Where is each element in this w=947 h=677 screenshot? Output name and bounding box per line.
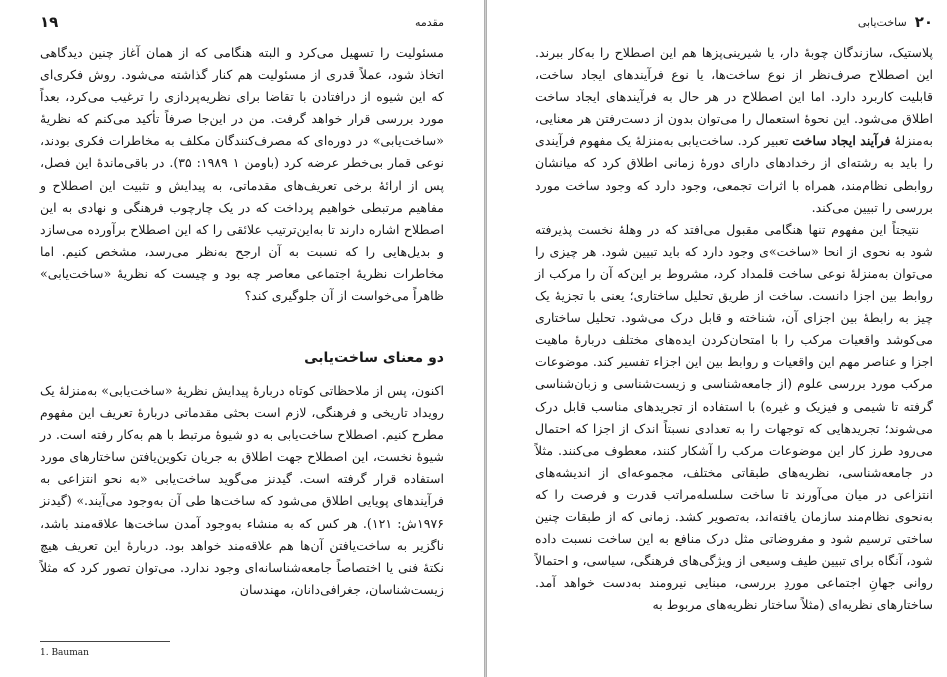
footnote: 1. Bauman [40, 648, 89, 658]
page-number: ۱۹ [40, 13, 59, 31]
right-page [487, 0, 947, 677]
body-text [535, 42, 933, 616]
section-heading: دو معنای ساخت‌یابی [304, 350, 444, 366]
paragraph [535, 42, 933, 219]
header-left-group [858, 13, 933, 31]
text-run: تعبیر کرد. ساخت‌یابی به‌منزلهٔ یک مفهوم فرآیندی را باید به رشته‌ای از رخدادهای دارای دورهٔ زمانی اطلاق کرد که میانشان روابطی نظام‌مند، همراه با اثرات تجمعی، وجود دارد که وجود ساخت مورد بررسی را تبیین می‌کند. [535, 133, 933, 215]
page-number: ۲۰ [914, 13, 933, 31]
paragraph: نتیجتاً این مفهوم تنها هنگامی مقبول می‌افتد که در وهلهٔ نخست پذیرفته شود به نحوی از انحا «ساخت»ی وجود دارد که باید تبیین شود. هر چیزی را می‌توان به‌منزلهٔ نوعی ساخت قلمداد کرد، مشروط بر این‌که آن را مرکب از روابط بین اجزا دانست. ساخت از طریق تحلیل ساختاری؛ یعنی با تجزیهٔ یک چیز به رابطهٔ بین اجزای آن، شناخته و قابل درک می‌شود. تحلیل ساختاری می‌کوشد واقعیات مرکب را با امتحان‌کردن ایده‌های مختلف دربارهٔ ماهیت اجزا و عناصر مهم این واقعیات و روابط بین این اجزاء تفسیر کند. موضوعات مرکب مورد بررسی علوم (از جامعه‌شناسی و زیست‌شناسی و زبان‌شناسی گرفته تا شیمی و فیزیک و غیره) با استفاده از تجریدهای مناسب قابل درک می‌شوند؛ تجریدهایی که توجهات را به تعدادی نسبتاً اندک از اجزا که احتمال می‌رود طرز کار این موضوعات مرکب را آشکار کنند، معطوف می‌کنند. مثلاً در جامعه‌شناسی، نظریه‌های طبقاتی مختلف، مجموعه‌ای از اندیشه‌های انتزاعی در میان می‌آورند تا ساخت سلسله‌مراتب قدرت و فرصت را که به‌نحوی نظام‌مند سازمان یافته‌اند، به‌تصویر کشد. زمانی که از طبقات چنین ساختی ترسیم شود و مفروضاتی مثل درک منافع به این ساخت نسبت داده شود، آنگاه برای تبیین طیف وسیعی از ویژگی‌های فرهنگی، سیاسی، و احتمالاً روانی جهانِ اجتماعی موردِ بررسی، مبنایی نیرومند به‌دست خواهد آمد. ساختارهای نظریه‌ای (مثلاً ساختار نظریه‌های مربوط به [535, 221, 933, 613]
left-page-header [40, 10, 444, 34]
running-head: ساخت‌یابی [857, 15, 907, 29]
text-run: پلاستیک، سازندگان چوبهٔ دار، یا شیرینی‌پزها هم این اصطلاح را به‌کار ببرند. این اصطلاح صرف‌نظر از نوع ساخت‌ها، یا نوع فرآیندهای ایجاد ساخت، قابلیت کاربرد دارد. اما این اصطلاح در هر حال به فرآیندهای ایجاد ساخت اطلاق می‌شود. این نحوهٔ استعمال را می‌توان بدون از دست‌رفتن هر معنایی، به‌منزلهٔ [535, 45, 933, 149]
paragraph: اکنون، پس از ملاحظاتی کوتاه دربارهٔ پیدایش نظریهٔ «ساخت‌یابی» به‌منزلهٔ یک رویداد تاریخی و فرهنگی، لازم است بحثی مقدماتی دربارهٔ تعریف این مفهوم مطرح کنیم. اصطلاح ساخت‌یابی به دو شیوهٔ مرتبط با هم به‌کار رفته است. در شیوهٔ نخست، این اصطلاح جهت اطلاق به جریان تکوین‌یافتن ساختارهای مورد استفاده قرار گرفته است. گیدنز می‌گوید ساخت‌یابی «به نحو انتزاعی به فرآیندهای پویایی اطلاق می‌شود که ساخت‌ها طی آن به‌وجود می‌آیند.» (گیدنز ۱۹۷۶ش: ۱۲۱). هر کس که به منشاء به‌وجود آمدن ساخت‌ها علاقه‌مند باشد، ناگزیر به ساخت‌یافتن آن‌ها هم علاقه‌مند خواهد بود. دربارهٔ این تعریف هیچ نکتهٔ فنی یا اختصاصاً جامعه‌شناسانه‌ای وجود ندارد. می‌توان تصور کرد که مثلاً زیست‌شناسان، جغرافی‌دانان، مهندسان [40, 383, 444, 597]
right-page-header [487, 10, 933, 34]
emphasis-text: فرآیند ایجاد ساخت [792, 133, 891, 149]
footnote-divider [40, 641, 170, 642]
paragraph: مسئولیت را تسهیل می‌کرد و البته هنگامی که از همان آغاز چنین دیدگاهی اتخاذ شود، عملاً قدری از مسئولیت هم کنار گذاشته می‌شود. روش فکری‌ای که این شیوه از درافتادن با تقاضا برای نظریه‌پردازی را ترغیب می‌کرد، بعداً مورد بررسی قرار خواهد گرفت. من در این‌جا صرفاً تأکید می‌کنم که نظریهٔ «ساخت‌یابی» در دوره‌ای که مصرف‌کنندگان مکلف به مخاطرات فکری بودند، نوعی قمار بی‌خطر عرضه کرد (باومن ۱ ۱۹۸۹: ۳۵). در باقی‌ماندهٔ این فصل، پس از ارائهٔ برخی تعریف‌های مقدماتی، به پیدایش و تثبیت این اصطلاح و مفاهیم مرتبطی خواهیم پرداخت که در یک چارچوب فرهنگی و نهادی به این اصطلاح اشاره دارند تا به‌این‌ترتیب علائقی را که این اصطلاح برآورده می‌سازد و بدیل‌هایی را که نسبت به آن ارجح به‌نظر می‌رسد، مشخص کنیم. اما مخاطرات نظریهٔ اجتماعی معاصر چه بود و چیست که نظریهٔ «ساخت‌یابی» ظاهراً می‌خواست از آن جلوگیری کند؟ [40, 45, 444, 304]
running-head: مقدمه [414, 15, 444, 29]
